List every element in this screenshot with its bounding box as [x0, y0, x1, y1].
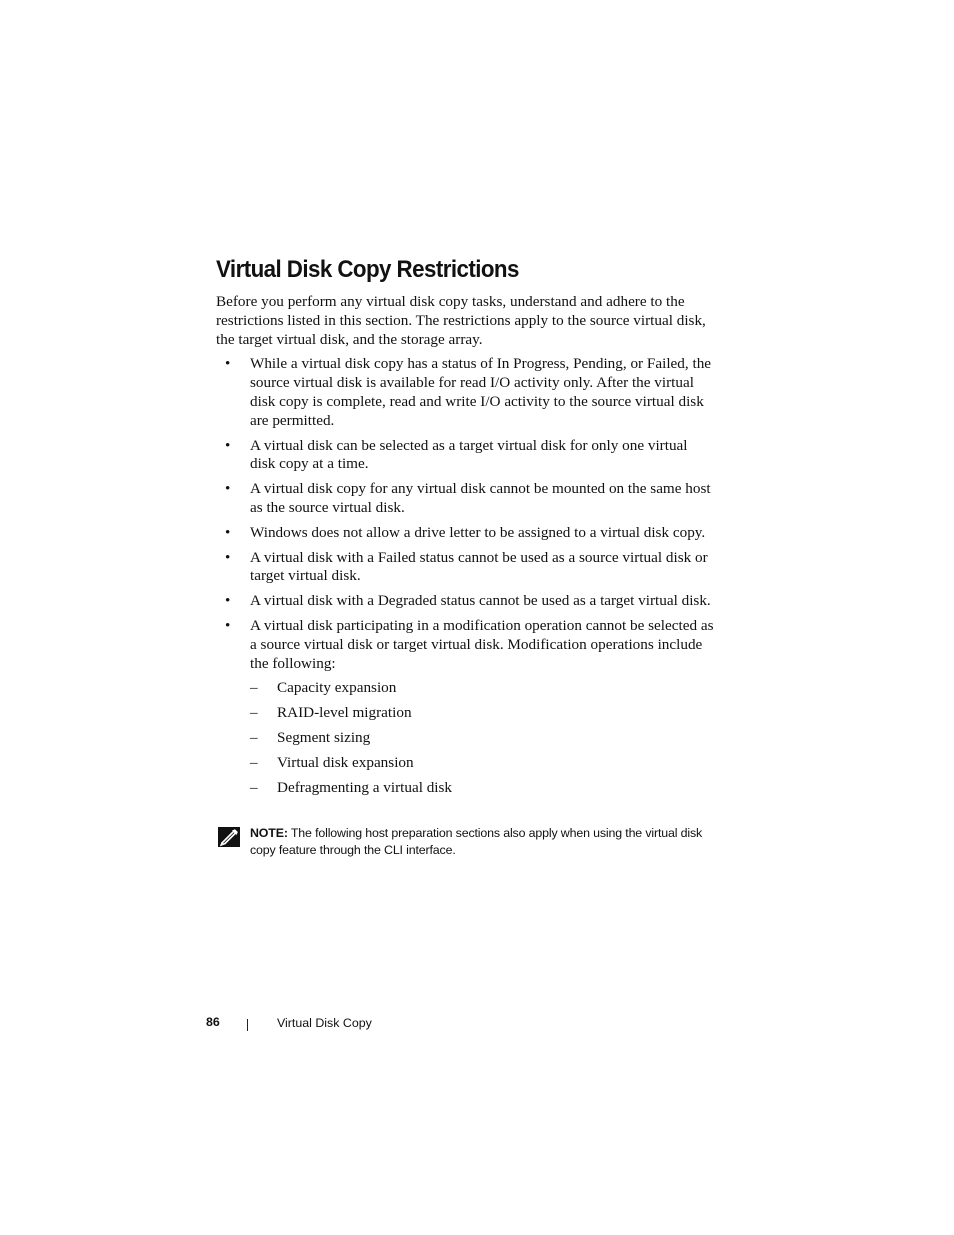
- list-item: [216, 617, 716, 798]
- list-item-text: A virtual disk can be selected as a target virtual disk for only one virtual disk copy at a time.: [250, 436, 688, 473]
- dash-marker: –: [250, 704, 258, 722]
- dash-marker: –: [250, 679, 258, 697]
- page-title: Virtual Disk Copy Restrictions: [216, 256, 519, 283]
- sub-list-item-text: Virtual disk expansion: [277, 754, 414, 772]
- list-item-text: A virtual disk participating in a modification operation cannot be selected as a source virtual disk or target virtual disk. Modification operations include the following:: [250, 616, 714, 672]
- note-text: [250, 825, 718, 859]
- content-body: [216, 293, 716, 804]
- sub-list-item-text: RAID-level migration: [277, 704, 412, 722]
- list-item-text: A virtual disk copy for any virtual disk cannot be mounted on the same host as the source virtual disk.: [250, 480, 711, 516]
- sub-list-item-text: Capacity expansion: [277, 679, 397, 697]
- note-box: [218, 825, 718, 859]
- sub-list-item-text: Segment sizing: [277, 729, 371, 747]
- dash-marker: –: [250, 779, 258, 797]
- list-item: [216, 355, 716, 430]
- list-item-text: Windows does not allow a drive letter to be assigned to a virtual disk copy.: [250, 523, 706, 541]
- bullet-marker: •: [225, 548, 231, 566]
- list-item: [216, 480, 716, 518]
- sub-list-item: [250, 679, 716, 698]
- intro-paragraph: Before you perform any virtual disk copy tasks, understand and adhere to the restrictions listed in this section. The restrictions apply to the source virtual disk, the target virtual disk, and the storage array.: [216, 293, 706, 348]
- bullet-marker: •: [225, 592, 231, 610]
- page-footer: [0, 1015, 954, 1035]
- bullet-marker: •: [225, 616, 231, 634]
- pencil-note-icon: [218, 827, 240, 847]
- bullet-marker: •: [225, 436, 231, 454]
- sub-list-item: [250, 729, 716, 748]
- sub-list-item: [250, 704, 716, 723]
- dash-marker: –: [250, 754, 258, 772]
- modification-operations-list: [250, 679, 716, 798]
- dash-marker: –: [250, 729, 258, 747]
- bullet-marker: •: [225, 523, 231, 541]
- footer-section-title: Virtual Disk Copy: [277, 1016, 372, 1030]
- note-body: The following host preparation sections also apply when using the virtual disk copy feature through the CLI interface.: [250, 826, 703, 857]
- restrictions-list: [216, 355, 716, 798]
- sub-list-item-text: Defragmenting a virtual disk: [277, 779, 453, 797]
- list-item: [216, 549, 716, 587]
- list-item-text: A virtual disk with a Degraded status cannot be used as a target virtual disk.: [250, 592, 711, 610]
- footer-divider: [247, 1019, 248, 1031]
- list-item: [216, 524, 716, 543]
- list-item: [216, 592, 716, 611]
- list-item-text: While a virtual disk copy has a status of In Progress, Pending, or Failed, the source virtual disk is available for read I/O activity only. After the virtual disk copy is complete, read and write I/O activity to the source virtual disk are permitted.: [250, 355, 712, 429]
- bullet-marker: •: [225, 480, 231, 498]
- sub-list-item: [250, 754, 716, 773]
- list-item: [216, 437, 716, 475]
- list-item-text: A virtual disk with a Failed status cannot be used as a source virtual disk or target virtual disk.: [250, 548, 708, 585]
- note-label: NOTE:: [250, 826, 288, 840]
- sub-list-item: [250, 779, 716, 798]
- bullet-marker: •: [225, 355, 231, 373]
- page-number: 86: [206, 1015, 220, 1029]
